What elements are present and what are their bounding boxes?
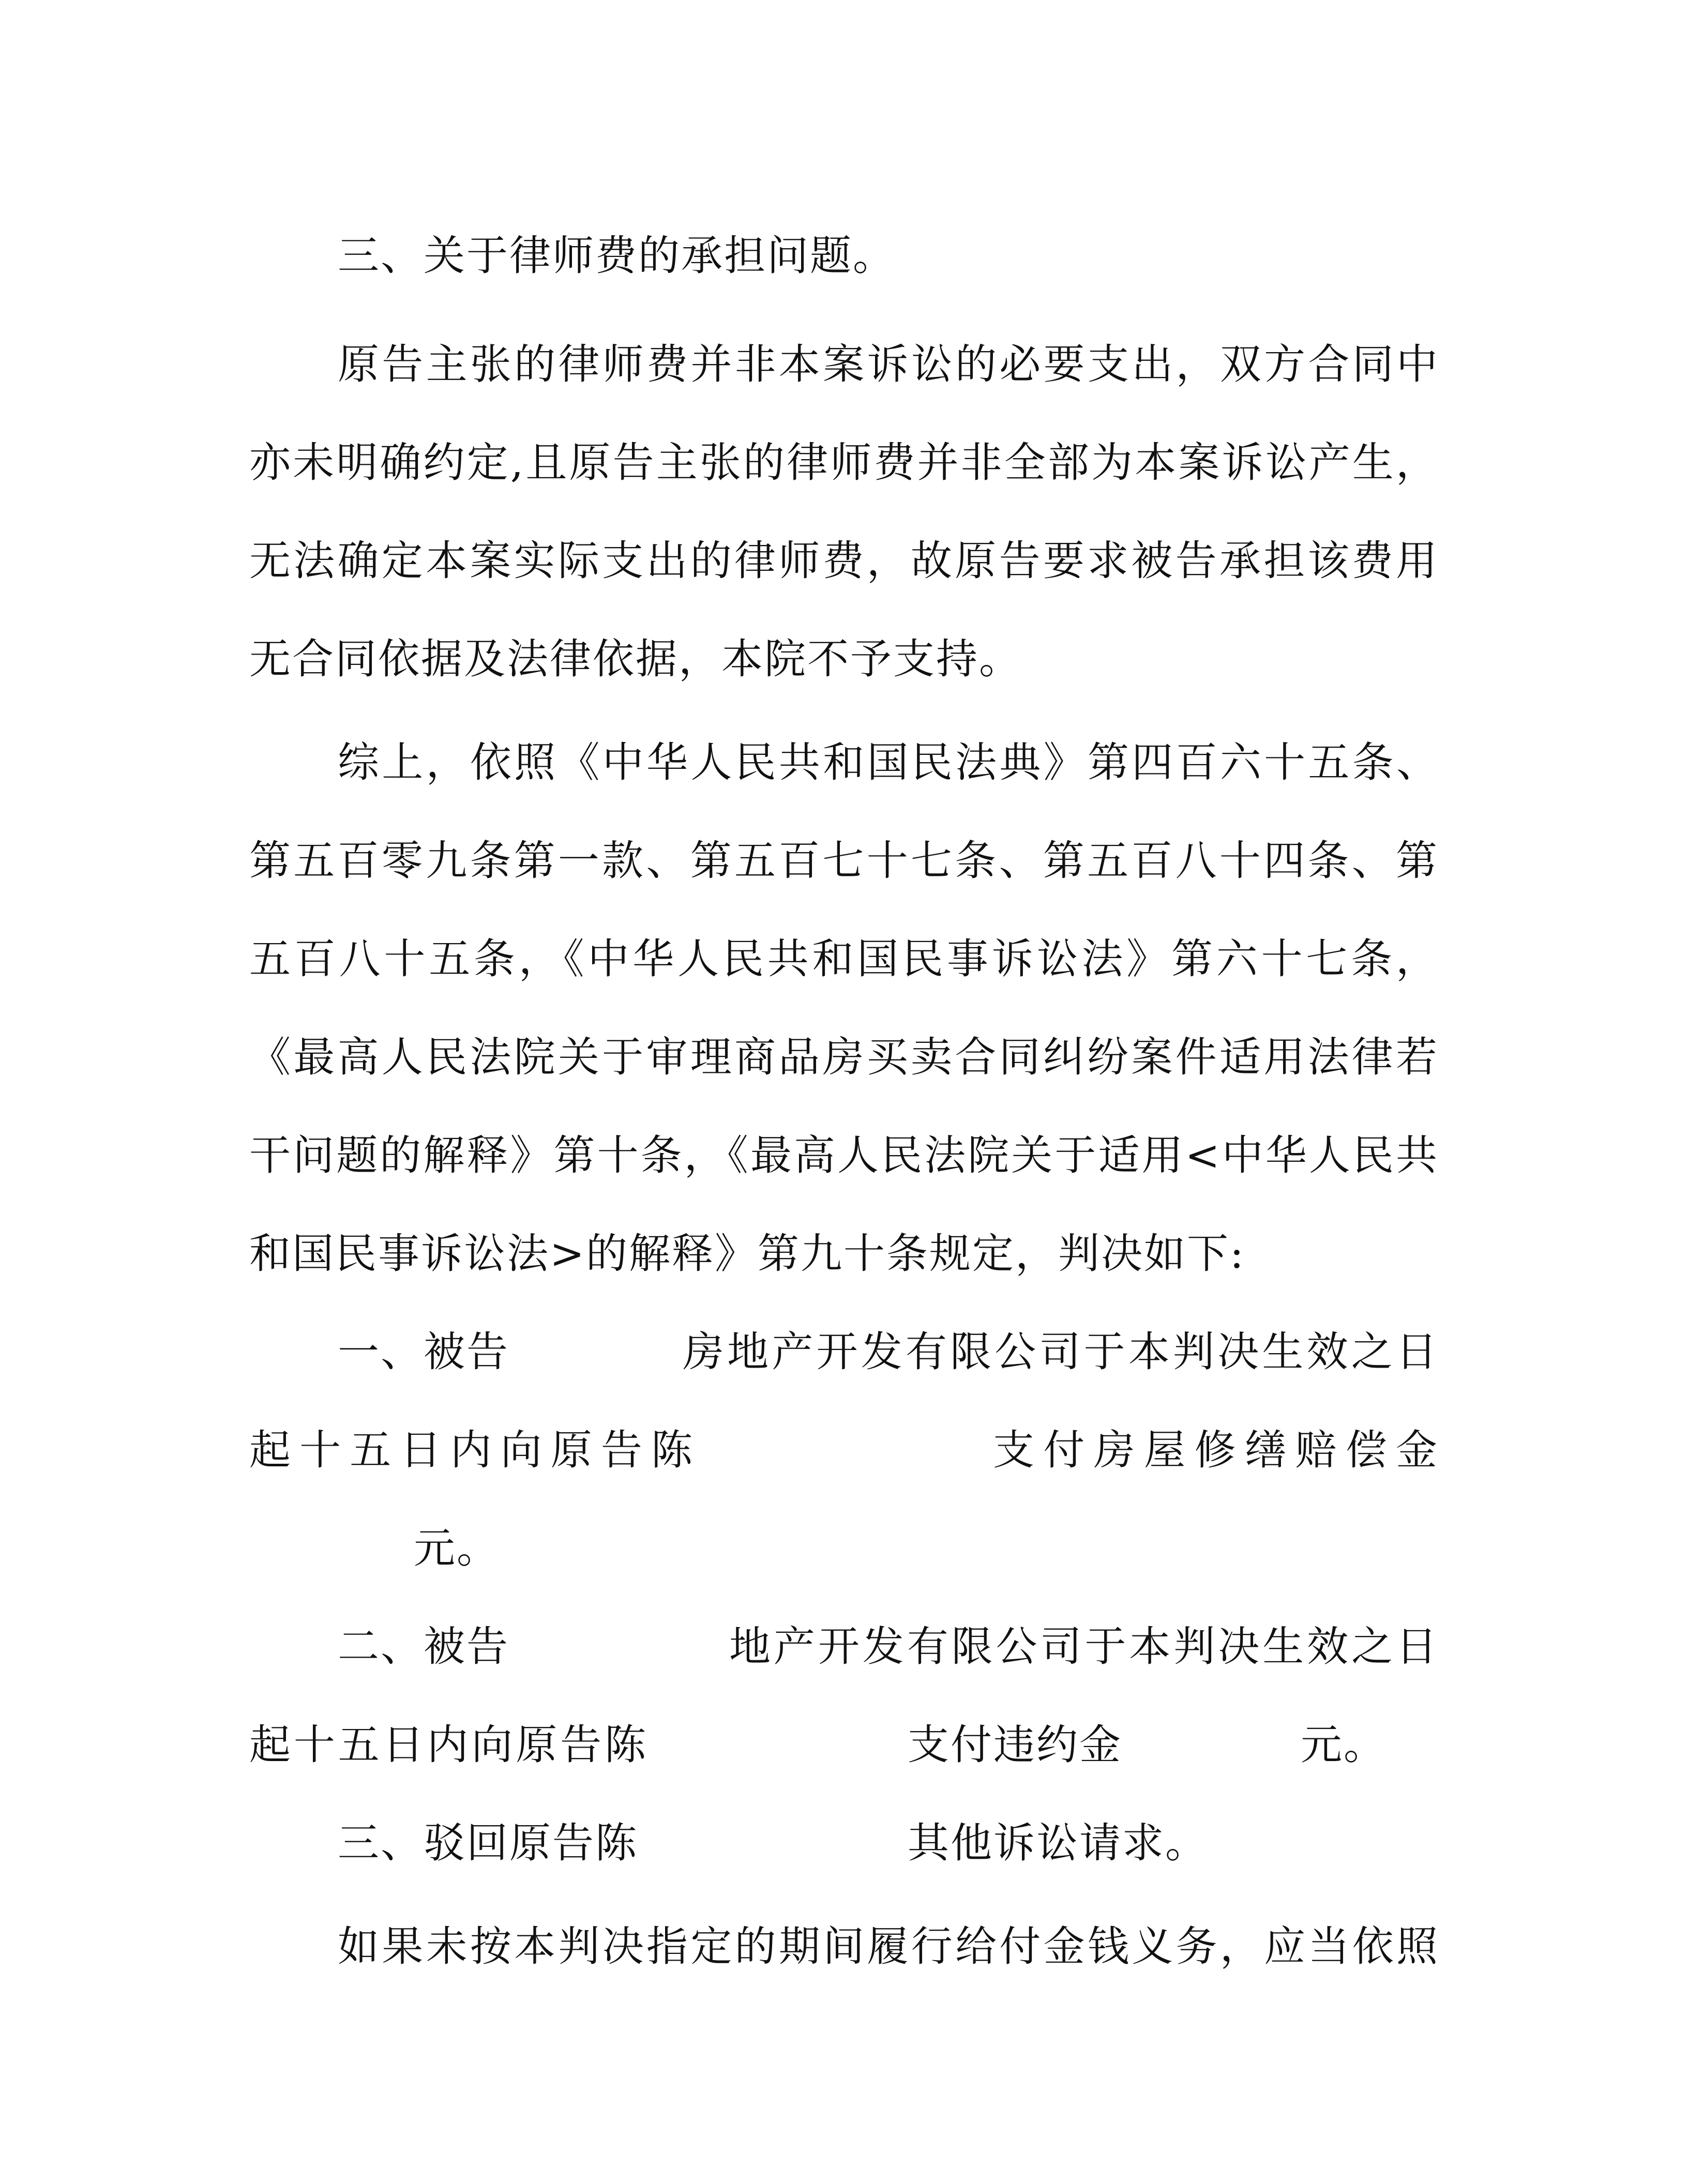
item-2-line2-b: 支付违约金 xyxy=(908,1721,1122,1769)
paragraph-line: 亦未明确约定,且原告主张的律师费并非全部为本案诉讼产生， xyxy=(249,438,1439,487)
paragraph-line: 无法确定本案实际支出的律师费，故原告要求被告承担该费用 xyxy=(249,537,1439,585)
paragraph-line: 原告主张的律师费并非本案诉讼的必要支出，双方合同中 xyxy=(338,340,1439,388)
item-2-rest: 地产开发有限公司于本判决生效之日 xyxy=(729,1622,1439,1671)
paragraph-line: 五百八十五条，《中华人民共和国民事诉讼法》第六十七条， xyxy=(249,935,1439,983)
item-1-line2-b: 支付房屋修缮赔偿金 xyxy=(993,1426,1439,1474)
paragraph-line: 《最高人民法院关于审理商品房买卖合同纠纷案件适用法律若 xyxy=(249,1033,1439,1081)
item-2-line2-a: 起十五日内向原告陈 xyxy=(249,1721,647,1769)
item-2-prefix: 二、被告 xyxy=(338,1622,509,1671)
item-2-line2-c: 元。 xyxy=(1301,1721,1386,1769)
paragraph-line: 如果未按本判决指定的期间履行给付金钱义务，应当依照 xyxy=(338,1922,1439,1970)
item-3-prefix: 三、驳回原告陈 xyxy=(338,1819,638,1867)
item-1-line3: 元。 xyxy=(414,1524,500,1572)
paragraph-line: 无合同依据及法律依据，本院不予支持。 xyxy=(249,635,1022,683)
item-3-rest: 其他诉讼请求。 xyxy=(908,1819,1208,1867)
paragraph-line: 综上，依照《中华人民共和国民法典》第四百六十五条、 xyxy=(338,738,1439,786)
item-1-line2-a: 起十五日内向原告陈 xyxy=(249,1426,694,1474)
item-1-prefix: 一、被告 xyxy=(338,1328,509,1376)
paragraph-line: 和国民事诉讼法>的解释》第九十条规定，判决如下: xyxy=(249,1230,1245,1278)
item-1-rest: 房地产开发有限公司于本判决生效之日 xyxy=(683,1328,1439,1376)
paragraph-line: 第五百零九条第一款、第五百七十七条、第五百八十四条、第 xyxy=(249,837,1439,885)
section-heading: 三、关于律师费的承担问题。 xyxy=(338,232,896,280)
paragraph-line: 干问题的解释》第十条，《最高人民法院关于适用<中华人民共 xyxy=(249,1131,1439,1179)
